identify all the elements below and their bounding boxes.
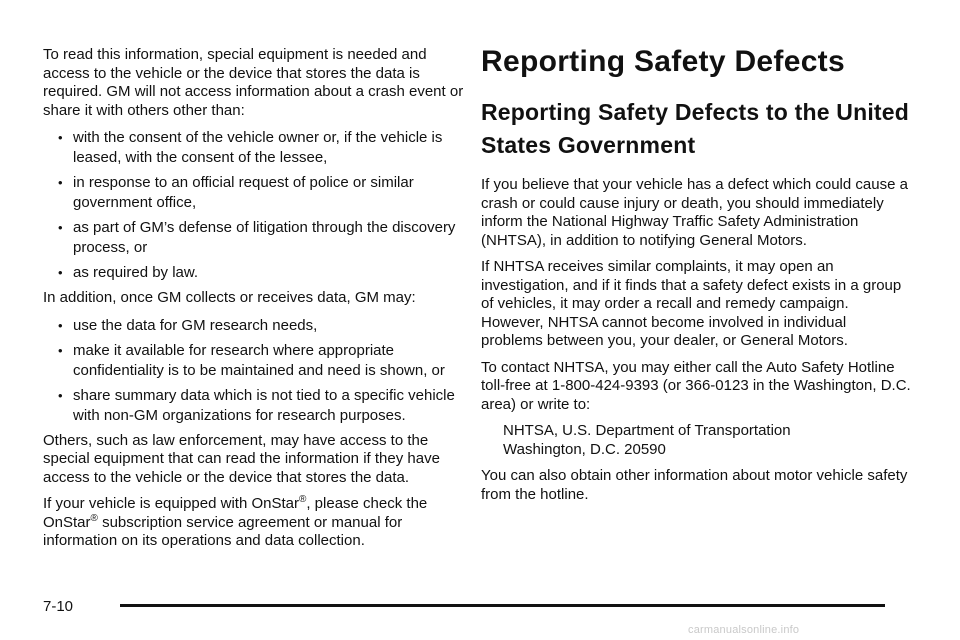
watermark: carmanualsonline.info xyxy=(688,624,800,636)
list-item: • as required by law. xyxy=(58,264,199,281)
list-item: • use the data for GM research needs, xyxy=(58,316,318,334)
bullet-icon: • xyxy=(58,342,63,358)
page-number: 7-10 xyxy=(43,598,74,615)
registered-mark: ® xyxy=(90,512,98,524)
hotline-paragraph: You can also obtain other information about motor vehicle safety from the hotline. xyxy=(481,467,908,503)
gm-may-paragraph: In addition, once GM collects or receives data, GM may: xyxy=(43,289,416,306)
section-title: Reporting Safety Defects xyxy=(481,45,845,78)
bullet-icon: • xyxy=(58,220,63,235)
investigation-paragraph: If NHTSA receives similar complaints, it may open an investigation, and if it finds that a safety defect exists in a group of vehicles, it may order a recall and remedy campaign. However, NHTSA cannot become involved in individual problems between you, your dealer, or General Motors. xyxy=(481,258,902,349)
bullet-icon: • xyxy=(58,130,63,145)
defect-paragraph: If you believe that your vehicle has a defect which could cause a crash or could cause injury or death, you should immediately inform the National Highway Traffic Safety Administration (NHTSA), in addition to notifying General Motors. xyxy=(481,176,908,249)
footer-rule xyxy=(120,604,885,607)
gm-use-list xyxy=(43,316,468,426)
address-line: Washington, D.C. 20590 xyxy=(503,440,666,458)
list-item: • with the consent of the vehicle owner or, if the vehicle is leased, with the consent of the lessee, xyxy=(58,129,443,166)
contact-paragraph: To contact NHTSA, you may either call the Auto Safety Hotline toll-free at 1-800-424-9393 (or 366-0123 in the Washington, D.C. area) or write to: xyxy=(481,358,911,413)
onstar-paragraph: If your vehicle is equipped with OnStar®, please check the OnStar® subscription service agreement or manual for information on its operations and data collection. xyxy=(43,494,428,549)
intro-paragraph: To read this information, special equipment is needed and access to the vehicle or the device that stores the data is required. GM will not access information about a crash event or share it with others other than: xyxy=(43,46,464,119)
list-item: • in response to an official request of police or similar government office, xyxy=(58,174,414,211)
list-item: • share summary data which is not tied to a specific vehicle with non-GM organizations for research purposes. xyxy=(58,386,455,424)
bullet-icon: • xyxy=(58,317,63,333)
address-line: NHTSA, U.S. Department of Transportation xyxy=(503,422,791,439)
list-item: • make it available for research where appropriate confidentiality is to be maintained and need is shown, or xyxy=(58,341,445,379)
disclosure-list xyxy=(43,128,468,283)
section-subtitle: Reporting Safety Defects to the United States Government xyxy=(481,99,910,158)
right-column xyxy=(481,46,911,512)
law-enforcement-paragraph: Others, such as law enforcement, may have access to the special equipment that can read the information if they have access to the vehicle or the device that stores the data. xyxy=(43,431,440,486)
nhtsa-address xyxy=(481,422,911,459)
bullet-icon: • xyxy=(58,175,63,190)
registered-mark: ® xyxy=(298,494,307,505)
bullet-icon: • xyxy=(58,265,63,280)
bullet-icon: • xyxy=(58,387,63,403)
left-column xyxy=(43,46,468,559)
list-item: • as part of GM’s defense of litigation through the discovery process, or xyxy=(58,219,456,256)
